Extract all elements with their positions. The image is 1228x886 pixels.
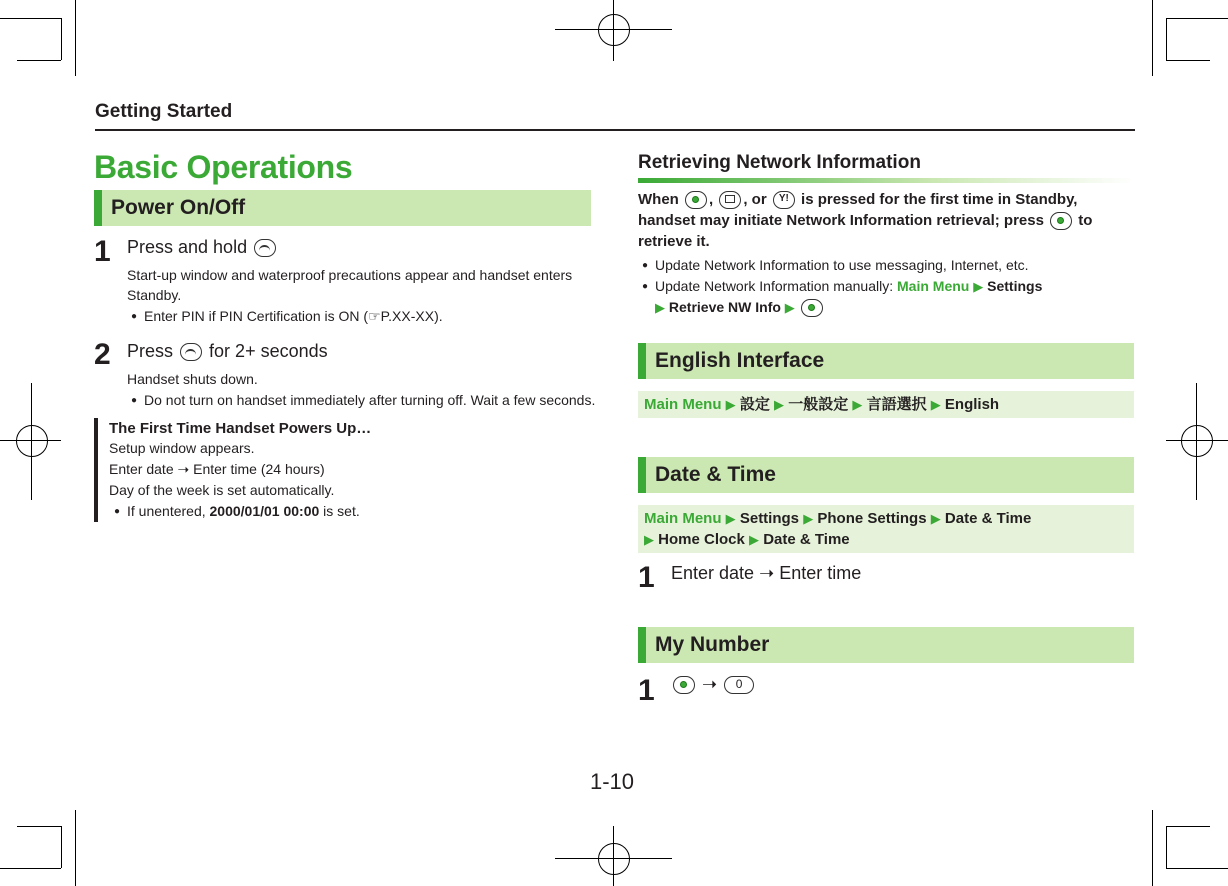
zero-key-label: 0 — [735, 677, 743, 692]
triangle-icon: ▶ — [725, 397, 736, 412]
note-line3: Day of the week is set automatically. — [109, 482, 335, 498]
triangle-icon: ▶ — [930, 511, 941, 526]
retrieve-label: Retrieve NW Info — [668, 299, 781, 315]
step1-label: Press and hold — [127, 237, 248, 257]
date-step-a: Enter date — [671, 563, 755, 583]
date-bar — [638, 457, 1134, 493]
path-item: 一般設定 — [788, 396, 849, 413]
note-line1: Setup window appears. — [109, 440, 255, 456]
triangle-icon: ▶ — [803, 511, 814, 526]
arrow-icon: ➝ — [759, 563, 775, 583]
triangle-icon: ▶ — [725, 511, 736, 526]
triangle-icon: ▶ — [644, 532, 654, 547]
page-title: Basic Operations — [94, 149, 353, 185]
center-key-icon — [685, 191, 707, 209]
network-title-rule — [638, 178, 1134, 183]
step-number: 1 — [638, 674, 655, 707]
network-para-c: , or — [743, 191, 767, 208]
triangle-icon: ▶ — [749, 532, 760, 547]
step2-bullet: ● Do not turn on handset immediately after turning off. Wait a few seconds. — [144, 390, 595, 410]
note-line2-a: Enter date — [109, 461, 174, 477]
mynumber-step-instruction — [671, 674, 756, 695]
ref-hand-icon: ☞ — [368, 308, 381, 324]
path-item: Settings — [739, 510, 800, 527]
note-bullet-a: If unentered, — [127, 503, 206, 519]
network-para-e: to retrieve it. — [638, 212, 1093, 250]
end-key-icon — [180, 343, 202, 361]
date-step-b: Enter time — [779, 563, 862, 583]
step1-instruction — [127, 237, 278, 258]
page-number: 1-10 — [590, 769, 635, 794]
step-number: 1 — [638, 561, 655, 594]
main-menu-label: Main Menu — [644, 510, 722, 527]
header-rule — [95, 129, 1135, 131]
note-bullet-b: is set. — [323, 503, 360, 519]
path-item: Home Clock — [658, 531, 745, 548]
path-item: Date & Time — [944, 510, 1032, 527]
path-item: 言語選択 — [866, 396, 927, 413]
network-title: Retrieving Network Information — [638, 152, 921, 173]
power-bar — [94, 190, 591, 226]
triangle-icon: ▶ — [655, 300, 665, 315]
arrow-icon: ➝ — [177, 461, 190, 477]
note-line2 — [109, 459, 325, 479]
date-bar-label: Date & Time — [655, 463, 776, 486]
main-menu-label: Main Menu — [644, 396, 722, 413]
network-bullet1: ● Update Network Information to use messaging, Internet, etc. — [655, 255, 1029, 275]
note-title: The First Time Handset Powers Up… — [109, 420, 372, 437]
network-bullet2 — [655, 276, 1075, 318]
triangle-icon: ▶ — [973, 279, 984, 294]
center-key-icon — [1050, 212, 1072, 230]
path-item: English — [944, 396, 1000, 413]
settings-label: Settings — [987, 278, 1043, 294]
main-menu-label: Main Menu — [897, 278, 970, 294]
step1-bullet-ref: P.XX-XX — [380, 308, 435, 324]
triangle-icon: ▶ — [852, 397, 863, 412]
network-para-b: , — [709, 191, 714, 208]
arrow-icon: ➝ — [702, 674, 718, 694]
english-path — [638, 391, 1134, 418]
step2-label: Press — [127, 341, 174, 361]
mail-key-icon — [719, 191, 741, 209]
step2-desc: Handset shuts down. — [127, 371, 258, 387]
english-bar — [638, 343, 1134, 379]
triangle-icon: ▶ — [784, 300, 795, 315]
network-para — [638, 189, 1134, 252]
network-bullet2-text: Update Network Information manually: — [655, 278, 894, 294]
network-para-d: is pressed for the first time in Standby, handset may initiate Network Information retrieval; press — [638, 191, 1078, 229]
triangle-icon: ▶ — [930, 397, 941, 412]
section-header: Getting Started — [95, 101, 233, 122]
mynumber-bar-label: My Number — [655, 633, 770, 656]
network-para-a: When — [638, 191, 679, 208]
end-key-icon — [254, 239, 276, 257]
date-path — [638, 505, 1134, 553]
yahoo-key-icon: Y! — [773, 191, 795, 209]
triangle-icon: ▶ — [774, 397, 785, 412]
step1-bullet-b: ). — [434, 308, 443, 324]
note-bullet-bold: 2000/01/01 00:00 — [209, 503, 320, 519]
step-number: 1 — [94, 235, 111, 268]
note-line2-b: Enter time (24 hours) — [193, 461, 325, 477]
date-step-instruction — [671, 563, 861, 584]
path-item: Phone Settings — [817, 510, 927, 527]
mynumber-bar — [638, 627, 1134, 663]
zero-key-icon — [724, 676, 754, 694]
step1-bullet-a: Enter PIN if PIN Certification is ON ( — [144, 308, 369, 324]
step2-instruction — [127, 341, 328, 362]
english-bar-label: English Interface — [655, 349, 825, 372]
power-bar-label: Power On/Off — [111, 196, 246, 219]
note-bullet — [127, 501, 360, 521]
step1-bullet — [144, 306, 443, 326]
step-number: 2 — [94, 338, 111, 371]
step2-label-after: for 2+ seconds — [209, 341, 328, 361]
note-bar — [94, 418, 98, 522]
center-key-icon — [801, 299, 823, 317]
path-item: Date & Time — [763, 531, 850, 548]
path-item: 設定 — [739, 396, 770, 413]
center-key-icon — [673, 676, 695, 694]
step1-desc: Start-up window and waterproof precautions appear and handset enters Standby. — [127, 267, 573, 303]
